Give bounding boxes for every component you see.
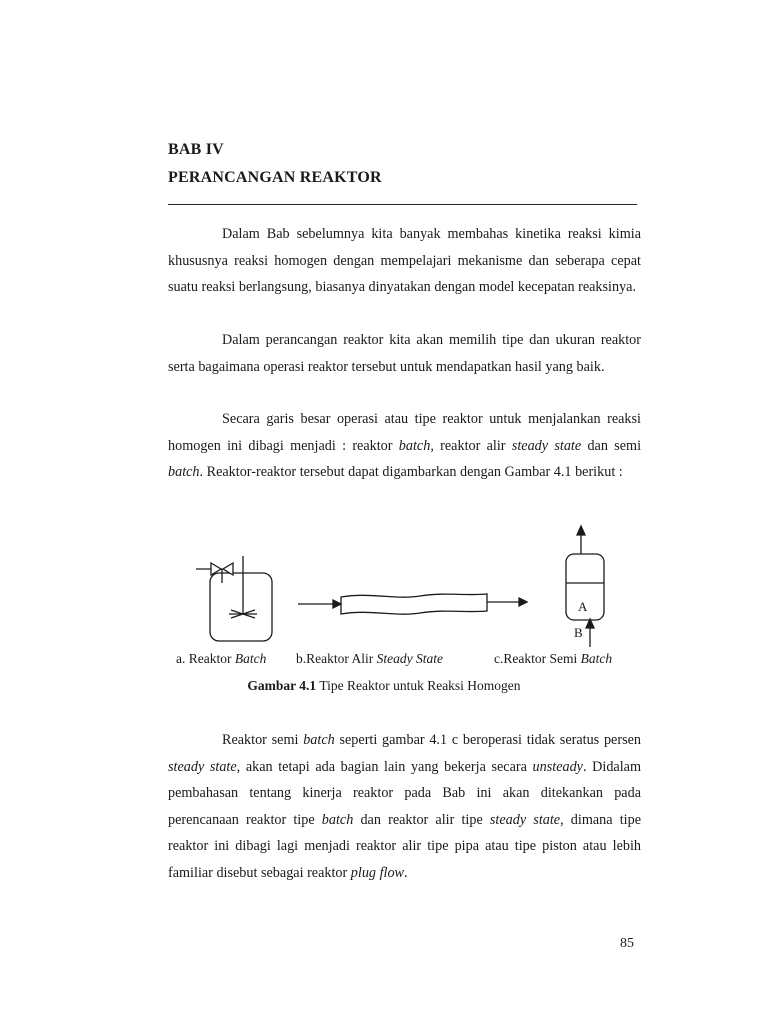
caption-steady-state [296,651,443,667]
italic-term: batch [168,464,200,480]
caption-italic: Batch [234,651,267,666]
text-run: dan semi [581,437,642,454]
caption-italic: Steady State [376,651,443,666]
caption-semi-batch [494,651,612,667]
text-run: seperti gambar 4.1 c beroperasi tidak seratus persen [334,732,641,748]
text-run: , reaktor alir [430,437,512,454]
caption-text: c.Reaktor Semi [494,651,581,666]
paragraph-2: Dalam perancangan reaktor kita akan memilih tipe dan ukuran reaktor serta bagaimana operasi reaktor tersebut untuk mendapatkan hasil yang baik. [168,332,641,375]
semi-batch-reactor-drawing [566,526,604,647]
text-run: . Didalam pembahasan tentang kinerja reaktor pada Bab ini akan ditekankan pada perencanaan reaktor tipe [168,758,641,828]
figure-label: Gambar 4.1 [247,678,317,693]
batch-reactor-drawing [196,556,272,641]
caption-text: a. Reaktor [176,651,235,666]
italic-term: batch [303,732,335,748]
figure-title-text: Tipe Reaktor untuk Reaksi Homogen [316,678,521,693]
caption-italic: Batch [580,651,613,666]
pfr-tube [341,594,487,614]
italic-term: batch [321,811,354,828]
italic-term: steady state [511,437,582,454]
italic-term: unsteady [532,758,583,775]
caption-text: b.Reaktor Alir [296,651,377,666]
caption-batch [176,651,266,667]
paragraph-1: Dalam Bab sebelumnya kita banyak membahas kinetika reaksi kimia khususnya reaksi homogen dengan mempelajari mekanisme dan seberapa cepat suatu reaksi berlangsung, biasanya dinyatakan dengan model kecepatan reaksinya. [168,226,641,295]
chapter-number: BAB IV [168,141,224,158]
text-run: , akan tetapi ada bagian lain yang bekerja secara [236,758,533,775]
plug-flow-reactor-drawing [298,594,527,614]
text-run: . [404,864,408,881]
text-run: dan reaktor alir tipe [353,811,490,828]
text-run: . Reaktor-reaktor tersebut dapat digambarkan dengan Gambar 4.1 berikut : [199,464,623,480]
label-a: A [578,599,588,614]
reactor-figure [190,520,620,650]
paragraph-3 [168,406,641,486]
text-run: , dimana tipe reaktor ini dibagi lagi menjadi reaktor alir tipe pipa atau tipe piston atau lebih familiar disebut sebagai reaktor [168,811,641,881]
italic-term: batch [398,437,431,454]
chapter-title: PERANCANGAN REAKTOR [168,169,382,186]
batch-vessel [210,573,272,641]
label-b: B [574,625,583,640]
text-run: Secara garis besar operasi atau tipe reaktor untuk menjalankan reaksi homogen ini dibagi menjadi : reaktor [168,411,641,454]
paragraph-4 [168,727,641,886]
page-number: 85 [620,936,634,951]
title-underline [168,204,637,205]
italic-term: steady state [489,811,561,828]
figure-title [0,678,768,694]
text-run: Reaktor semi [222,732,304,748]
italic-term: plug flow [350,864,405,881]
italic-term: steady state [168,758,237,775]
